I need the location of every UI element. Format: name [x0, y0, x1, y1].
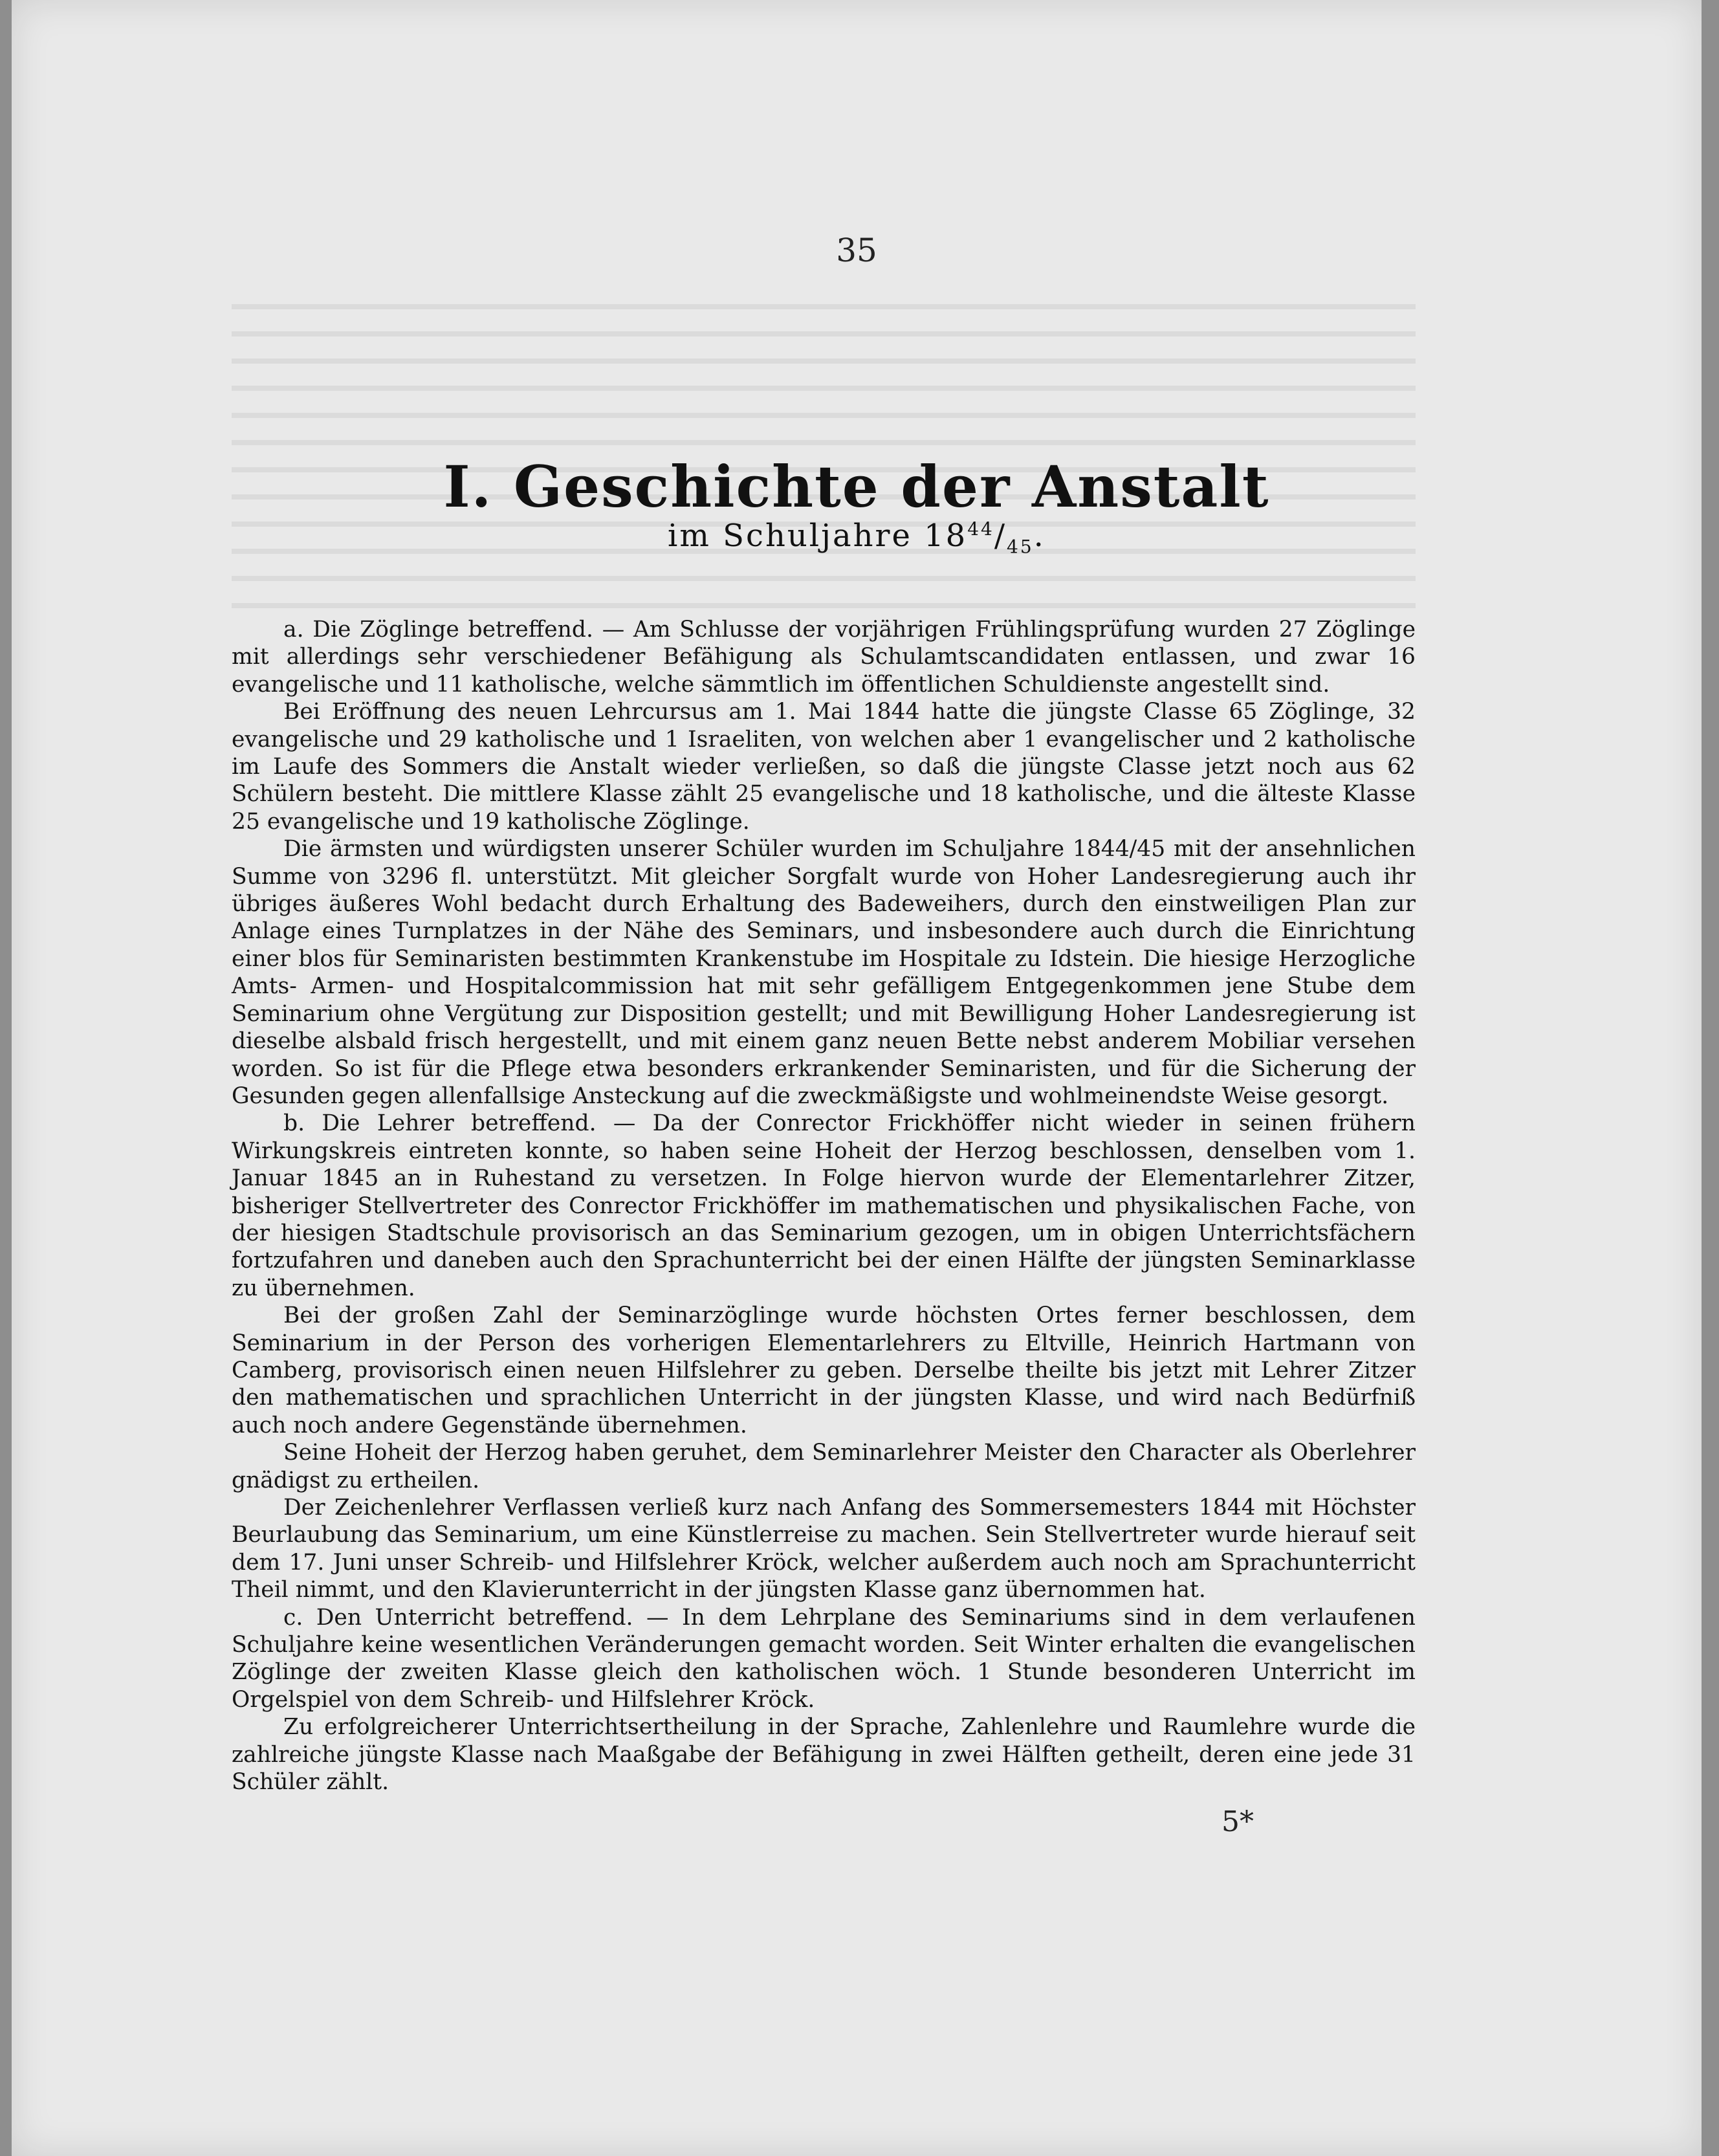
- page-title: I. Geschichte der Anstalt: [443, 453, 1270, 520]
- subtitle-sup: 44: [967, 518, 994, 540]
- paragraph: Die ärmsten und würdigsten unserer Schüler wurden im Schuljahre 1844/45 mit der ansehnlichen Summe von 3296 fl. unterstützt. Mit gleicher Sorgfalt wurde von Hoher Landesregierung auch ihr übriges äußeres Wohl bedacht durch Erhaltung des Badeweihers, durch den einstweiligen Plan zur Anlage eines Turnplatzes in der Nähe des Seminars, und insbesondere auch durch die Einrichtung einer blos für Seminaristen bestimmten Krankenstube im Hospitale zu Idstein. Die hiesige Herzogliche Amts- Armen- und Hospitalcommission hat mit sehr gefälligem Entgegenkommen jene Stube dem Seminarium ohne Vergütung zur Disposition gestellt; und mit Bewilligung Hoher Landesregierung ist dieselbe alsbald frisch hergestellt, und mit einem ganz neuen Bette nebst anderem Mobiliar versehen worden. So ist für die Pflege etwa besonders erkrankender Seminaristen, und für die Sicherung der Gesunden gegen allenfallsige Ansteckung auf die zweckmäßigste und wohlmeinendste Weise gesorgt.: [232, 836, 1416, 1109]
- subtitle-sub: 45: [1007, 536, 1034, 558]
- paragraph-b: b. Die Lehrer betreffend. — Da der Conrector Frickhöffer nicht wieder in seinen frühern Wirkungskreis eintreten konnte, so haben seine Hoheit der Herzog beschlossen, denselben vom 1. Januar 1845 an in Ruhestand zu versetzen. In Folge hiervon wurde der Elementarlehrer Zitzer, bisheriger Stellvertreter des Conrector Frickhöffer im mathematischen und physikalischen Fache, von der hiesigen Stadtschule provisorisch an das Seminarium gezogen, um in obigen Unterrichtsfächern fortzufahren und daneben auch den Sprachunterricht bei der einen Hälfte der jüngsten Seminarklasse zu übernehmen.: [232, 1110, 1416, 1301]
- paragraph: Der Zeichenlehrer Verflassen verließ kurz nach Anfang des Sommersemesters 1844 mit Höchster Beurlaubung das Seminarium, um eine Künstlerreise zu machen. Sein Stellvertreter wurde hierauf seit dem 17. Juni unser Schreib- und Hilfslehrer Kröck, welcher außerdem auch noch am Sprachunterricht Theil nimmt, und den Klavierunterricht in der jüngsten Klasse ganz übernommen hat.: [232, 1495, 1416, 1603]
- page-number: 35: [836, 232, 877, 269]
- body-text: [232, 616, 1416, 1796]
- page-subtitle: im Schuljahre $18^{44}/_{45}$.: [668, 518, 1046, 558]
- paragraph-a: a. Die Zöglinge betreffend. — Am Schlusse der vorjährigen Frühlingsprüfung wurden 27 Zöglinge mit allerdings sehr verschiedener Befähigung als Schulamtscandidaten entlassen, und zwar 16 evangelische und 11 katholische, welche sämmtlich im öffentlichen Schuldienste angestellt sind.: [232, 617, 1416, 698]
- paragraph: Seine Hoheit der Herzog haben geruhet, dem Seminarlehrer Meister den Character als Oberlehrer gnädigst zu ertheilen.: [232, 1440, 1416, 1493]
- signature-mark: 5*: [1221, 1805, 1254, 1838]
- paragraph: Zu erfolgreicherer Unterrichtsertheilung in der Sprache, Zahlenlehre und Raumlehre wurde die zahlreiche jüngste Klasse nach Maaßgabe der Befähigung in zwei Hälften getheilt, deren eine jede 31 Schüler zählt.: [232, 1714, 1416, 1796]
- paragraph: Bei der großen Zahl der Seminarzöglinge wurde höchsten Ortes ferner beschlossen, dem Seminarium in der Person des vorherigen Elementarlehrers zu Eltville, Heinrich Hartmann von Camberg, provisorisch einen neuen Hilfslehrer zu geben. Derselbe theilte bis jetzt mit Lehrer Zitzer den mathematischen und sprachlichen Unterricht in der jüngsten Klasse, und wird nach Bedürfniß auch noch andere Gegenstände übernehmen.: [232, 1303, 1416, 1438]
- paragraph: Bei Eröffnung des neuen Lehrcursus am 1. Mai 1844 hatte die jüngste Classe 65 Zöglinge, 32 evangelische und 29 katholische und 1 Israeliten, von welchen aber 1 evangelischer und 2 katholische im Laufe des Sommers die Anstalt wieder verließen, so daß die jüngste Classe jetzt noch aus 62 Schülern besteht. Die mittlere Klasse zählt 25 evangelische und 18 katholische, und die älteste Klasse 25 evangelische und 19 katholische Zöglinge.: [232, 699, 1416, 835]
- document-page: [12, 0, 1702, 2156]
- paragraph-c: c. Den Unterricht betreffend. — In dem Lehrplane des Seminariums sind in dem verlaufenen Schuljahre keine wesentlichen Veränderungen gemacht worden. Seit Winter erhalten die evangelischen Zöglinge der zweiten Klasse gleich den katholischen wöch. 1 Stunde besonderen Unterricht im Orgelspiel von dem Schreib- und Hilfslehrer Kröck.: [232, 1604, 1416, 1713]
- subtitle-text: im Schuljahre 18: [668, 518, 968, 554]
